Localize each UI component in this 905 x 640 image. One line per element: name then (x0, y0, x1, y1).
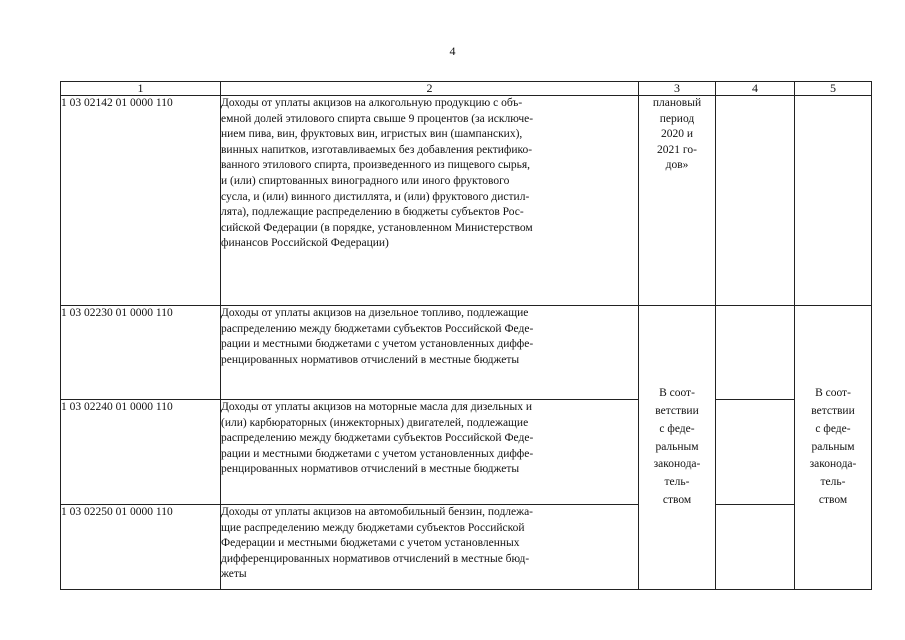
table-row (61, 96, 872, 306)
kbk-code: 1 03 02250 01 0000 110 (61, 505, 221, 590)
description-line: сийской Федерации (в порядке, установленном Министерством (221, 221, 533, 234)
income-description (221, 400, 639, 505)
page-number: 4 (449, 44, 456, 58)
col4-empty-cell (716, 306, 795, 400)
kbk-code: 1 03 02240 01 0000 110 (61, 400, 221, 505)
federal-law-cell-col5 (795, 306, 872, 590)
description-line: распределению между бюджетами субъектов Российской Феде- (221, 432, 534, 445)
header-col-4: 4 (716, 82, 795, 96)
cell-line: законода- (809, 458, 857, 471)
income-description (221, 306, 639, 400)
description-line: ванного этилового спирта, произведенного из пищевого сырья, (221, 159, 531, 172)
col5-empty-cell (795, 96, 872, 306)
cell-line: 2021 го- (657, 143, 697, 156)
description-line: сусла, и (или) винного дистиллята, и (или) фруктового дистил- (221, 190, 530, 203)
header-col-5: 5 (795, 82, 872, 96)
description-line: Доходы от уплаты акцизов на автомобильный бензин, подлежа- (221, 506, 534, 518)
budget-table (60, 81, 872, 590)
cell-line: законода- (653, 458, 701, 471)
description-line: винных напитков, изготавливаемых без добавления ректифико- (221, 143, 533, 156)
cell-line: дов» (665, 159, 689, 172)
description-line: Доходы от уплаты акцизов на дизельное топливо, подлежащие (221, 307, 529, 319)
cell-line: ральным (811, 440, 855, 453)
header-col-2: 2 (221, 82, 639, 96)
col4-empty-cell (716, 505, 795, 590)
description-line: рации и местными бюджетами с учетом установленных диффе- (221, 447, 534, 460)
description-line: Доходы от уплаты акцизов на алкогольную продукцию с объ- (221, 97, 523, 109)
header-col-1: 1 (61, 82, 221, 96)
kbk-code: 1 03 02142 01 0000 110 (61, 96, 221, 306)
col4-empty-cell (716, 96, 795, 306)
cell-line: плановый (652, 97, 702, 109)
cell-line: тель- (664, 476, 690, 489)
table-row (61, 505, 872, 590)
kbk-code: 1 03 02230 01 0000 110 (61, 306, 221, 400)
description-line: лята), подлежащие распределению в бюджеты субъектов Рос- (221, 206, 524, 219)
cell-line: ральным (655, 440, 699, 453)
description-line: ренцированных нормативов отчислений в местные бюджеты (221, 353, 520, 366)
cell-line: ством (818, 493, 848, 506)
description-line: емной долей этилового спирта свыше 9 процентов (за исключе- (221, 112, 534, 125)
cell-line: ством (662, 493, 692, 506)
income-description (221, 96, 639, 306)
description-line: щие распределению между бюджетами субъектов Российской (221, 521, 525, 534)
description-line: Федерации и местными бюджетами с учетом установленных (221, 537, 520, 550)
description-line: рации и местными бюджетами с учетом установленных диффе- (221, 338, 534, 351)
cell-line: В соот- (815, 387, 851, 400)
income-description (221, 505, 639, 590)
cell-line: ветствии (811, 405, 855, 417)
cell-line: тель- (820, 476, 846, 489)
header-col-3: 3 (639, 82, 716, 96)
col4-empty-cell (716, 400, 795, 505)
description-line: жеты (221, 568, 247, 581)
description-line: и (или) спиртованных виноградного или иного фруктового (221, 174, 510, 187)
description-line: ренцированных нормативов отчислений в местные бюджеты (221, 463, 520, 476)
description-line: нием пива, вин, фруктовых вин, игристых вин (шампанских), (221, 128, 523, 141)
description-line: Доходы от уплаты акцизов на моторные масла для дизельных и (221, 401, 533, 413)
federal-law-cell-col3 (639, 306, 716, 590)
cell-line: 2020 и (660, 128, 694, 141)
cell-line: с феде- (815, 422, 851, 435)
description-line: распределению между бюджетами субъектов Российской Феде- (221, 322, 534, 335)
description-line: дифференцированных нормативов отчислений в местные бюд- (221, 552, 530, 565)
cell-line: период (659, 112, 695, 125)
planning-period-cell (639, 96, 716, 306)
description-line: (или) карбюраторных (инжекторных) двигателей, подлежащие (221, 416, 529, 429)
cell-line: В соот- (659, 387, 695, 400)
cell-line: ветствии (655, 405, 699, 417)
table-row (61, 306, 872, 400)
header-row (61, 82, 872, 96)
description-line: финансов Российской Федерации) (221, 237, 389, 250)
cell-line: с феде- (659, 422, 695, 435)
table-row (61, 400, 872, 505)
